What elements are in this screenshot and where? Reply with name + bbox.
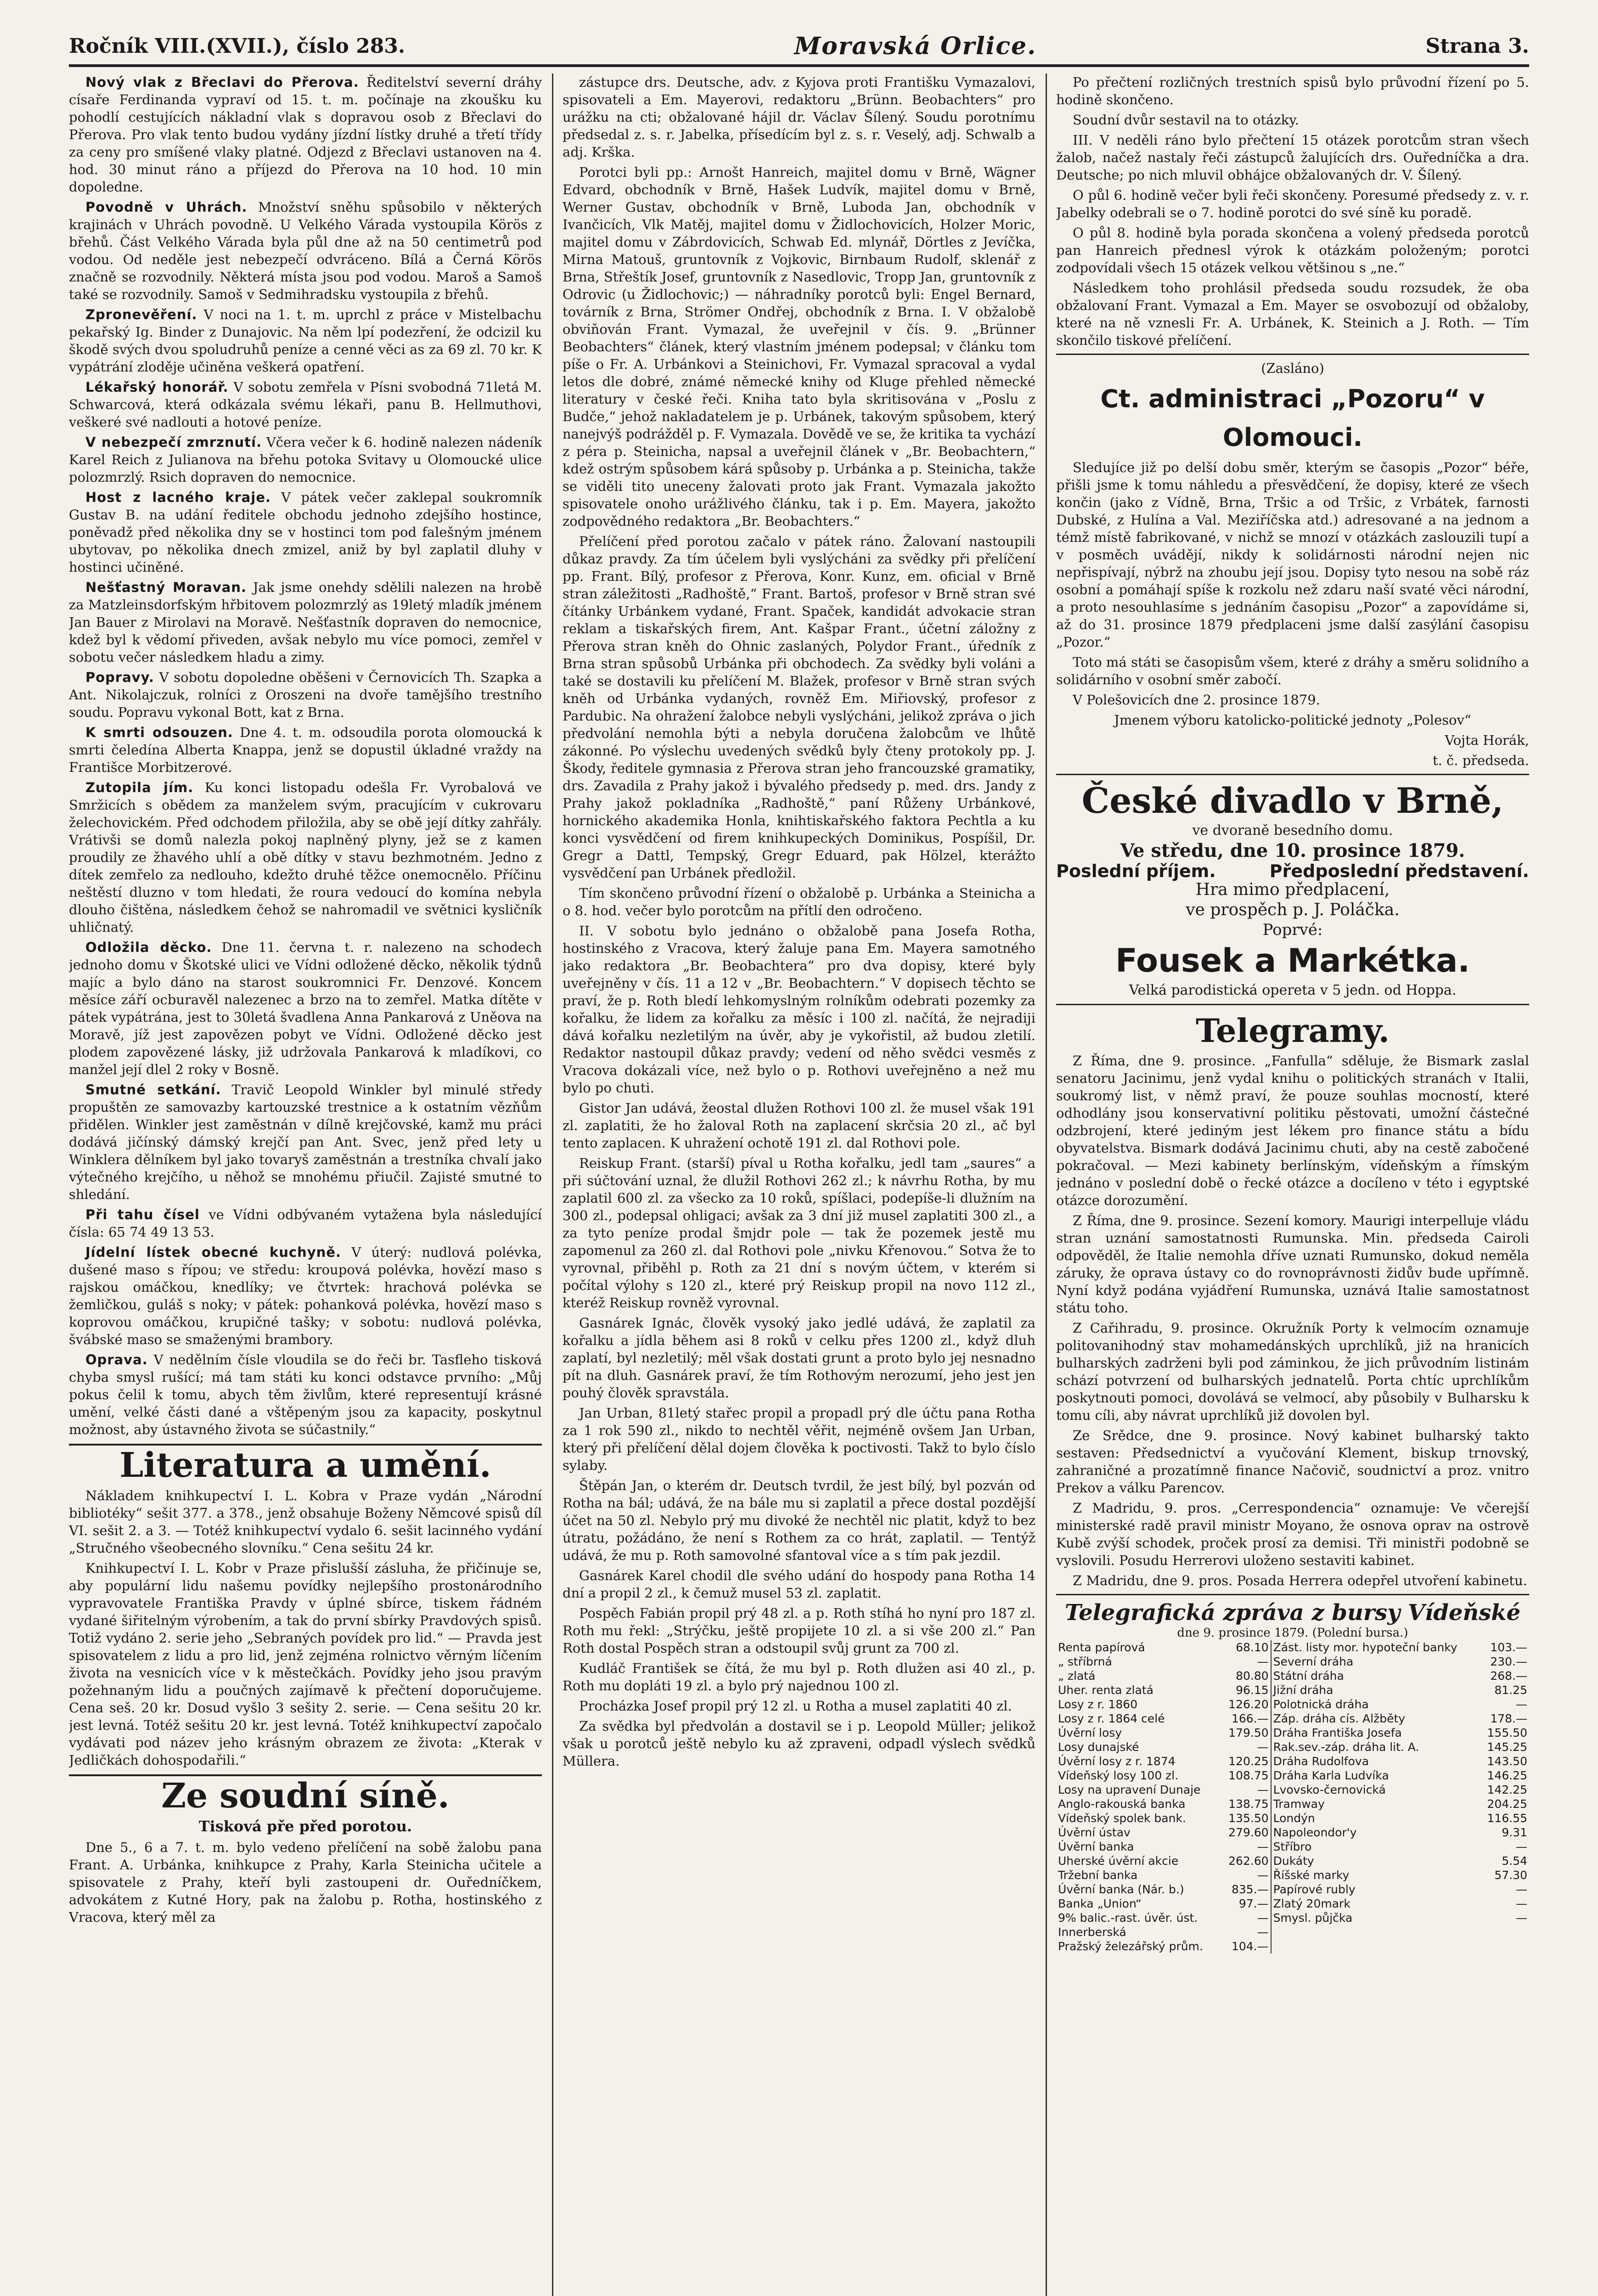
letter-paragraph: Sledujíce již po delší dobu směr, kterým se časopis „Pozor“ béře, přišli jsme k tomu náhledu a přesvědčení, že dopisy, které ze všech končin (jako z Vídně, Brna, Tršic a od Tršic, z Vrbátek, farnosti Dubské, z Hulína a Val. Meziříčska atd.) adresované a na jednom a témž místě fabrikované, v nichž se mnozí v otázkách zaslouzili tupí a v posměch uvádějí, nikdy k solidárnosti národní nejen nic nepřispívají, nýbrž na zhoubu její jsou. Dopisy tyto nesou na sobě ráz osobní a pomáhají spíše k rozkolu než zdaru naší svaté věci národní, a proto nesouhlasíme s jednáním časopisu „Pozor“ a zapovídáme si, až do 31. prosince 1879 předplaceni jsme další zasýlání časopisu „Pozor.“ xyxy=(1056,460,1529,650)
column-1 xyxy=(69,73,542,2296)
table-row xyxy=(1056,1797,1529,1811)
table-cell: 143.50 xyxy=(1487,1755,1527,1768)
table-cell: 126.20 xyxy=(1228,1698,1269,1711)
table-row xyxy=(1056,1711,1529,1726)
theatre-title: České divadlo v Brně, xyxy=(1081,780,1504,821)
table-cell: 68.10 xyxy=(1236,1641,1269,1654)
table-cell: Losy na upravení Dunaje xyxy=(1058,1783,1201,1796)
table-cell: 138.75 xyxy=(1228,1797,1269,1811)
table-cell: — xyxy=(1516,1897,1527,1910)
court-paragraph: II. V sobotu bylo jednáno o obžalobě pana Josefa Rotha, hostinského z Vracova, který žaluje pana Em. Mayera samotného jako redaktora „Br. Beobachtera“ pro dva dopisy, které byly uveřejněny v čís. 11 a 12 v „Br. Beobachtern.“ V dopisech těchto se praví, že p. Roth bledí lehkomyslným rolníkům odebrati pozemky za kořalku, že lidem za kořalku za měsíc i 100 zl. načítá, že nejradiji dává kořalku nezletilým na úvěr, aby je vykořistil, až budou zletilí. Redaktor nastoupil důkaz pravdy; vedení od něho svědci vesměs z Vracova dokázali více, než bylo o p. Rothovi uveřejněno a než mu bylo po chuti. xyxy=(563,923,1035,1096)
letter-paragraph: Toto má státi se časopisům všem, které z dráhy a směru solidního a solidárního v osobní směr zabočí. xyxy=(1056,654,1529,687)
table-cell: Anglo-rakouská banka xyxy=(1058,1797,1186,1811)
news-item: Jídelní lístek obecné kuchyně. V úterý: nudlová polévka, dušené maso s řípou; ve středu: kroupová polévka, hovězí maso s rajskou omáčkou, knedlíky; ve čtvrtek: hrachová polévka se žemličkou, guláš s noky; v pátek: pohanková polévka, hovězí maso s koprovou omáčkou, krupičné tašky; v sobotu: nudlová polévka, švábské maso se smaženými brambory. xyxy=(69,1244,542,1347)
table-row xyxy=(1056,1768,1529,1783)
table-row xyxy=(1056,1740,1529,1754)
table-cell: Napoleondor'y xyxy=(1271,1825,1480,1840)
table-cell: Státní dráha xyxy=(1271,1669,1480,1683)
table-cell: Lvovsko-černovická xyxy=(1271,1783,1480,1797)
table-row xyxy=(1056,1783,1529,1797)
table-cell: 81.25 xyxy=(1494,1683,1527,1697)
table-cell: Úvěrní losy xyxy=(1058,1726,1122,1739)
court-paragraph: O půl 8. hodině byla porada skončena a volený předseda porotců pan Hanreich přednesl výrok k otázkám položeným; porotci zodpovídali všech 15 otázek velkou většinou s „ne.“ xyxy=(1056,225,1529,276)
masthead: Moravská Orlice. xyxy=(794,32,1037,60)
table-row xyxy=(1056,1697,1529,1711)
table-cell: 230.— xyxy=(1490,1655,1527,1668)
literature-heading: Literatura a umění. xyxy=(69,1444,542,1485)
table-cell xyxy=(1480,1939,1529,1953)
divider xyxy=(1056,354,1529,355)
court-paragraph: Procházka Josef propil prý 12 zl. u Rotha a musel zaplatiti 40 zl. xyxy=(579,1698,1012,1714)
theatre-note: ve prospěch p. J. Poláčka. xyxy=(1186,900,1400,919)
table-cell: — xyxy=(1516,1911,1527,1925)
court-paragraph: III. V neděli ráno bylo přečtení 15 otázek porotcům stran všech žalob, načež nastaly řeči zástupců žalujících drs. Ouředníčka a dra. Deutsche; po nich mluvil obhájce obžalovaných dr. V. Šílený. xyxy=(1056,132,1529,183)
table-cell: 166.— xyxy=(1231,1712,1269,1725)
table-cell: Losy z r. 1860 xyxy=(1058,1698,1138,1711)
table-cell: 178.— xyxy=(1490,1712,1527,1725)
table-row xyxy=(1056,1825,1529,1840)
sent-in-label: (Zasláno) xyxy=(1261,360,1324,376)
table-cell: 97.— xyxy=(1238,1897,1269,1910)
news-item: K smrti odsouzen. Dne 4. t. m. odsoudila porota olomoucká k smrti čeledína Alberta Knappa, jenž se dopustil úkladné vraždy na Františce Morbitzerové. xyxy=(69,725,542,775)
news-item: Nový vlak z Břeclavi do Přerova. Ředitelství severní dráhy císaře Ferdinanda vypraví od 15. t. m. počínaje na zkoušku ku pohodlí cestujících nákladní vlak s dopravou osob z Břeclavi do Přerova. Pro vlak tento budou vydány jízdní lístky druhé a třetí třídy za ceny pro smíšené vlaky platné. Odjezd z Břeclavi ustanoven na 4. hod. 30 minut ráno a příjezd do Přerova na 10 hod. 10 min dopoledne. xyxy=(69,74,542,195)
table-cell: 80.80 xyxy=(1236,1669,1269,1683)
letter-place: V Polešovicích dne 2. prosince 1879. xyxy=(1073,692,1320,708)
literature-paragraph: Nákladem knihkupectví I. L. Kobra v Praze vydán „Národní bibliotéky“ sešit 377. a 378., jenž obsahuje Boženy Němcové spisů díl VI. sešit 2. a 3. — Totéž knihkupectví vydalo 6. sešit lacinného vydání „Stručného všeobecného slovníku.“ Cena sešitu 24 kr. xyxy=(69,1488,542,1556)
telegrams-heading: Telegramy. xyxy=(1196,1012,1390,1050)
news-item: Oprava. V nedělním čísle vloudila se do řeči br. Tasfleho tisková chyba smysl rušící; má tam státi ku konci odstavce prvního: „Můj pokus čelil k tomu, abych těm živlům, které representují krásné umění, velké části dané a vštěpeným jsou za kapacity, poskytnul možnost, aby ústavného života se súčastnily.“ xyxy=(69,1352,542,1437)
page-header xyxy=(69,28,1529,67)
table-cell: 179.50 xyxy=(1228,1726,1269,1739)
table-row xyxy=(1056,1896,1529,1911)
news-item: Host z lacného kraje. V pátek večer zaklepal soukromník Gustav B. na udání ředitele obchodu jednoho zdejšího hostince, poněvadž před několika dny se v hostinci tom pod falešným jménem ubytovav, po několika dnech zmizel, aniž by byl zaplatil dluhy v hostinci učiněné. xyxy=(69,490,542,575)
court-paragraph: Reiskup Frant. (starší) píval u Rotha kořalku, jedl tam „saures“ a při súčtování uznal, že dlužil Rothovi 262 zl.; k návrhu Rotha, by mu zaplatil 600 zl. za všecko za 10 roků, spíšlaci, podepíše-li dlužním na 300 zl., podepsal ohligaci; avšak za 3 dní již musel zaplatiti 300 zl., a za tyto peníze prodal šmjdr pole — tak že pozemek jestě mu zapomenul za 260 zl. dal Rothovi pole „nivku Křenovou.“ Sotva že to vyrovnal, přiběhl p. Roth za 21 dní s novým účtem, v kterém si počítal výlohy s 120 zl., které prý Reiskup propil na novo 112 zl., kteréž Reiskup rovněž vyrovnal. xyxy=(563,1155,1035,1311)
table-row xyxy=(1056,1868,1529,1882)
table-cell: 103.— xyxy=(1490,1641,1527,1654)
table-cell: Pražský železářský prům. xyxy=(1058,1940,1203,1953)
literature-paragraph: Knihkupectví I. L. Kobr v Praze přislušší zásluha, že přičinuje se, aby populární lidu našemu povídky nejlepšího prostonárodního vypravovatele Františka Pravdy v úplné sbírce, tiskem řádném vydané šiřitelným výrobením, a tak do první sbírky Pravdových spisů. Totiž vydáno 2. serie jeho „Sebraných povídek pro lid.“ — Pravda jest spisovatelem z lidu a pro lid, jenž zejména rolnictvo věrným líčením života na vesnicích více v k městečkách. Povídky jeho jsou pravým požehnaným lidu a poučných zajímavě k přečtení doporučujeme. Cena seš. 20 kr. Dosud vyšlo 3 sešity 2. serie. — Cena sešitu 20 kr. jest levná. Totéž sešitu 20 kr. jest levná. Totéž knihkupectví započalo vydávati pod název jeho krásným obrazem ze života: „Kterak v Jedličkách dohospodařili.“ xyxy=(69,1560,542,1768)
table-cell: Londýn xyxy=(1271,1811,1480,1825)
table-cell: — xyxy=(1257,1840,1269,1853)
table-cell: 57.30 xyxy=(1494,1868,1527,1882)
theatre-note: Hra mimo předplacení, xyxy=(1195,880,1390,899)
table-cell: — xyxy=(1257,1740,1269,1754)
court-paragraph: Za svědka byl předvolán a dostavil se i p. Leopold Müller; jelikož však u porotců ještě nebylo ku až zpraveni, odpadl výslech svědků Müllera. xyxy=(563,1718,1035,1769)
theatre-date: Ve středu, dne 10. prosince 1879. xyxy=(1120,840,1465,861)
table-cell: Dráha Rudolfova xyxy=(1271,1754,1480,1768)
table-cell: Dráha Karla Ludvíka xyxy=(1271,1768,1480,1783)
court-paragraph: Štěpán Jan, o kterém dr. Deutsch tvrdil, že jest bílý, byl pozván od Rotha na bál; udává, že na bále mu si zaplatil a přece dostal pozdější účet na 50 zl. Nebylo prý mu divoké že nechtěl nic platit, když to bez útratu, požádáno, že není s Rothem za co hrát, zaplatil. — Tentýž udává, že mu p. Roth samovolné sfantoval více a s tím pak jezdil. xyxy=(563,1478,1035,1563)
court-paragraph: Přelíčení před porotou začalo v pátek ráno. Žalovaní nastoupili důkaz pravdy. Za tím účelem byli vyslýcháni za svědky při přelíčení pp. Frant. Bílý, profesor z Přerova, Konr. Kunz, em. oficial v Brně stran záležitosti „Radhoště,“ Frant. Bartoš, profesor v Brně stran své čítánky Urbánkem vydané, Frant. Spaček, kandidát advokacie stran reklam a tiskařských firem, Ant. Kašpar Frant., účetní záložny z Přerova stran kněh do Ohnic zaslaných, Polydor Frant., úředník z Brna stran spůsobů Urbánka při obchodech. Za svědky byli voláni a také se dostavili ku přelíčení M. Blažek, profesor v Brně stran svých kněh od Urbánka vydaných, rovněž Em. Miřiovský, profesor z Pardubic. Na ohražení žalobce nebyli vyslýcháni, jelikož zpráva o jich předvolání nemohla býti a nebyla doručena žalobcům ve lhůtě zákonné. Po výslechu uvedených svědků byly čteny protokoly pp. J. Škody, ředitele gymnasia z Přerova stran jeho francouzské gramatiky, drs. Zavadila z Prahy jakož i bývalého předsedy p. med. drs. Jandy z Prahy jakož pokladníka „Radhoště,“ paní Růženy Urbánkové, hornického akademika Honla, knihtiskařského faktora Pechtla a ku konci vysvědčení od firem knihkupeckých Dominikus, Pospíšil, Dr. Gregr a Dattl, Tempský, Gregr Eduard, pak Hölzel, kterážto vysvědčení pan Urbánek předložil. xyxy=(563,534,1035,881)
letter-heading: Ct. administraci „Pozoru“ v Olomouci. xyxy=(1100,384,1485,452)
court-paragraph: Dne 5., 6 a 7. t. m. bylo vedeno přelíčení na sobě žalobu pana Frant. A. Urbánka, knihkupce z Prahy, Karla Steinicha učitele a spisovatele z Prahy, kteří byli zastoupeni dr. Ouředníčkem, advokátem z Kutné Hory, pak na žalobu p. Rotha, hostinského z Vracova, který měl za xyxy=(69,1840,542,1925)
table-row xyxy=(1056,1882,1529,1896)
table-cell: Uher. renta zlatá xyxy=(1058,1683,1153,1697)
telegram: Z Madridu, 9. pros. „Cerrespondencia“ oznamuje: Ve včerejší ministerské radě pravil ministr Moyano, že osnova oprav na ostrově Kubě zvýší schodek, proček prosí za demisi. Tři ministři podobně se vyslovili. Posudu Herrerovi uloženo sestaviti kabinet. xyxy=(1056,1500,1529,1568)
table-cell: Smysl. půjčka xyxy=(1271,1911,1480,1925)
table-cell: 116.55 xyxy=(1487,1812,1527,1825)
table-cell: Papírové rubly xyxy=(1271,1882,1480,1896)
court-paragraph: Porotci byli pp.: Arnošt Hanreich, majitel domu v Brně, Wägner Edvard, obchodník v Brně, Hašek Ludvík, majitel domu v Brně, Werner Gustav, obchodník v Brně, Luboda Jan, obchodník v Ivančicích, Vlk Matěj, majitel domu v Židlochovicích, Holzer Moric, majitel domu v Zábrdovicích, Schwab Ed. mlynář, Dörtles z Jevíčka, Mirna Matouš, gruntovník z Vojkovic, Birnbaum Rudolf, sklenář z Brna, Střeštík Josef, gruntovník z Nasedlovic, Tropp Jan, gruntovník z Odrovic (u Židlochovic;) — náhradníky porotců byli: Engel Bernard, továrník z Brna, Strömer Ondřej, obchodník z Brna. I. V obžalobě obviňován Frant. Vymazal, že uveřejnil v čís. 9. „Brünner Beobachters“ článek, který vlastním jménem podepsal; v článku tom píše o Fr. A. Urbánkovi a Steinichovi, Fr. Vymazal spracoval a vydal letos dle dobré, známé německé knihy od Kluge přehled německé literatury v české řeči. Kniha tato byla skritisována v „Poslu z Budče,“ jehož nakladatelem je p. Urbánek, takovým spůsobem, který nanejvýš podrážděl p. F. Vymazala. Dovědě ve se, že kritika ta vychází z péra p. Steinicha, napsal a uveřejnil článek v „Br. Beobachtern,“ kdež ostrým spůsobem kárá spůsoby p. Urbánka a p. Steinicha, takže se viděli tito uneceny žalovati proto jak Frant. Vymazala jakožto spisovatele onoho urážlivého článku, tak i p. Em. Mayera, jakožto zodpovědného redaktora „Br. Beobachters.“ xyxy=(563,164,1035,529)
table-cell: Rak.sev.-záp. dráha lit. A. xyxy=(1271,1740,1480,1754)
divider xyxy=(1056,1594,1529,1595)
court-paragraph: Gistor Jan udává, žeostal dlužen Rothovi 100 zl. že musel však 191 zl. zaplatiti, že ho žaloval Roth na zaplacení skrčsia 20 zl., ač byl tento zaplacen. K uhražení ochotě 191 zl. dal Rothovi pole. xyxy=(563,1100,1035,1151)
theatre-info-line: Poslední příjem. Předposlední představení. xyxy=(1056,861,1529,881)
theatre-note: Poprvé: xyxy=(1262,921,1323,939)
table-cell: Uherské úvěrní akcie xyxy=(1058,1854,1179,1868)
table-row xyxy=(1056,1754,1529,1768)
news-item: Smutné setkání. Travič Leopold Winkler byl minulé středy propuštěn ze samovazby kartouzské trestnice a k ostatním vězňům přidělen. Winkler jest zaměstnán v dílně krejčovské, kamž mu práci dodává jičínský dámský krejčí pan Ant. Svec, jenž před lety u Winklera dělníkem byl jako tovaryš zaměstnán a trestníka chvalí jako výtečného krejčího, u něhož se mnohému přiučil. Zajisté smutné to shledání. xyxy=(69,1082,542,1202)
table-cell: Říšské marky xyxy=(1271,1868,1480,1882)
news-item: Nešťastný Moravan. Jak jsme onehdy sdělili nalezen na hrobě za Matzleinsdorfským hřbitovem polozmrzlý as 19letý mladík jménem Jan Bauer z Mirolavi na Moravě. Nešťastník dopraven do nemocnice, kdež byl k vědomí přiveden, avšak nebylo mu více pomoci, zemřel v sobotu večer následkem hladu a zimy. xyxy=(69,580,542,665)
table-cell: Stříbro xyxy=(1271,1840,1480,1854)
table-row xyxy=(1056,1911,1529,1925)
table-cell: — xyxy=(1257,1783,1269,1796)
table-cell: Dukáty xyxy=(1271,1854,1480,1868)
table-cell: — xyxy=(1257,1911,1269,1925)
page-number: Strana 3. xyxy=(1425,34,1529,58)
table-row xyxy=(1056,1939,1529,1953)
court-subheading: Tisková pře před porotou. xyxy=(198,1818,412,1835)
table-cell: 104.— xyxy=(1231,1940,1269,1953)
table-cell: 120.25 xyxy=(1228,1755,1269,1768)
table-cell: 145.25 xyxy=(1487,1740,1527,1754)
court-paragraph: Po přečtení rozličných trestních spisů bylo průvodní řízení po 5. hodině skončeno. xyxy=(1056,74,1529,107)
court-paragraph: O půl 6. hodině večer byli řeči skončeny. Poresumé předsedy z. v. r. Jabelky odebrali se o 7. hodině porotci do své síně ku poradě. xyxy=(1056,187,1529,220)
table-cell: Losy dunajské xyxy=(1058,1740,1139,1754)
table-cell: Úvěrní losy z r. 1874 xyxy=(1058,1755,1176,1768)
theatre-venue: ve dvoraně besedního domu. xyxy=(1192,822,1393,838)
table-cell: Innerberská xyxy=(1058,1925,1126,1939)
court-paragraph: Jan Urban, 81letý stařec propil a propadl prý dle účtu pana Rotha za 1 rok 590 zl., nikdo to nechtěl věřit, nejméně ovšem Jan Urban, který při přelíčení dělal dojem člověka k poctivosti. Takž to bylo číslo sylaby. xyxy=(563,1405,1035,1473)
table-cell: Vídeňský losy 100 zl. xyxy=(1058,1769,1179,1782)
column-divider xyxy=(552,73,553,2296)
table-cell: Zlatý 20mark xyxy=(1271,1896,1480,1911)
table-cell xyxy=(1271,1925,1480,1939)
table-cell: Polotnická dráha xyxy=(1271,1697,1480,1711)
column-divider xyxy=(1046,73,1047,2296)
news-item: V nebezpečí zmrznutí. Včera večer k 6. hodině nalezen nádeník Karel Reich z Julianova na břehu potoka Svitavy u Olomoucké ulice polozmrzlý. Rsich dopraven do nemocnice. xyxy=(69,434,542,485)
table-cell: „ zlatá xyxy=(1058,1669,1096,1683)
table-cell: 5.54 xyxy=(1502,1854,1527,1868)
table-cell: „ stříbrná xyxy=(1058,1655,1112,1668)
table-cell: 268.— xyxy=(1490,1669,1527,1683)
table-cell: Banka „Union“ xyxy=(1058,1897,1142,1910)
table-cell: Losy z r. 1864 celé xyxy=(1058,1712,1165,1725)
court-paragraph: Gasnárek Ignác, člověk vysoký jako jedlé udává, že zaplatil za kořalku a jídla během asi 8 roků v celku přes 1200 zl., když dluh zaplatí, byl nezletilý; měl však dostati grunt a proto bylo jej nesnadno pít na dluh. Gasnárek praví, že tím Rothovým nerozumí, jeho jest jen pouhý člověk spravstála. xyxy=(563,1315,1035,1401)
telegram: Ze Srědce, dne 9. prosince. Nový kabinet bulharský takto sestaven: Předsednictví a vyučování Klement, biskup trnovský, zahraničné a prozatímně finance Načovič, soudnictví a proz. vnitro Prekov a válku Parencov. xyxy=(1056,1428,1529,1496)
court-paragraph: zástupce drs. Deutsche, adv. z Kyjova proti Františku Vymazalovi, spisovateli a Em. Mayerovi, redaktoru „Brünn. Beobachters“ pro urážku na cti; obžalované hájil dr. Václav Šílený. Soudu porotnímu předsedal z. s. r. Jabelka, přísedícím byl z. s. r. Veselý, adj. Schwalb a adj. Krška. xyxy=(563,74,1035,160)
table-cell: 135.50 xyxy=(1228,1812,1269,1825)
issue-info: Ročník VIII.(XVII.), číslo 283. xyxy=(69,34,405,58)
table-cell: — xyxy=(1516,1883,1527,1896)
theatre-play-title: Fousek a Markétka. xyxy=(1115,942,1470,979)
news-item: Zpronevěření. V noci na 1. t. m. uprchl z práce v Mistelbachu pekařský Ig. Binder z Dunajovic. Na něm lpí podezření, že odcizil ku škodě svých dvou spoludruhů peníze a cenné věci as za 69 zl. 70 kr. K vypátrání zloděje učiněna veškerá opatření. xyxy=(69,307,542,375)
table-cell: Severní dráha xyxy=(1271,1654,1480,1669)
telegram: Z Říma, dne 9. prosince. „Fanfulla“ sděluje, že Bismark zaslal senatoru Jacinimu, jenž vydal knihu o politických stranách v Italii, soukromý list, v němž praví, že pouze souhlas mocností, které odhodlány jsou konservativní politiku pěstovati, umožní částečné odzbrojení, které jediným jest lékem pro finance státu a bídu obyvatelstva. Bismark dodává Jacinimu chuti, aby na cestě zabočené pokračoval. — Mezi kabinety berlínským, vídeňským a římským jednáno v poslední době o řecké otázce a docíleno v této i egyptské otázce dorozumění. xyxy=(1056,1053,1529,1208)
table-cell: Zást. listy mor. hypoteční banky xyxy=(1271,1640,1480,1654)
table-cell: — xyxy=(1516,1698,1527,1711)
table-cell: 835.— xyxy=(1231,1883,1269,1896)
letter-signature: Vojta Horák, xyxy=(1445,732,1529,748)
news-item: Povodně v Uhrách. Množství sněhu spůsobilo v některých krajinách v Uhrách povodně. U Velkého Várada vystoupila Körös z břehů. Část Velkého Várada byla půl dne až na 50 centimetrů pod vodou. Od neděle jest nebezpečí odvráceno. Bílá a Černá Körös značně se rozvodnily. Některá místa jsou pod vodou. Maroš a Samoš také se rozvodnily. Samoš v Sedmihradsku vystoupila z břehů. xyxy=(69,199,542,302)
table-row xyxy=(1056,1726,1529,1740)
table-row xyxy=(1056,1840,1529,1854)
table-cell: 279.60 xyxy=(1228,1826,1269,1839)
news-item: Popravy. V sobotu dopoledne oběšeni v Černovicích Th. Szapka a Ant. Nikolajczuk, rolníci z Oroszeni na dvoře tamějšího trestního soudu. Popravu vykonal Bott, kat z Brna. xyxy=(69,670,542,720)
telegram: Z Madridu, dne 9. pros. Posada Herrera odepřel utvoření kabinetu. xyxy=(1073,1573,1527,1588)
court-paragraph: Soudní dvůr sestavil na to otázky. xyxy=(1073,112,1299,128)
court-paragraph: Gasnárek Karel chodil dle svého udání do hospody pana Rotha 14 dní a propil 2 zl., k čemuž musel 53 zl. zaplatit. xyxy=(563,1568,1035,1601)
table-row xyxy=(1056,1640,1529,1654)
table-cell: — xyxy=(1257,1925,1269,1939)
table-cell: — xyxy=(1516,1840,1527,1853)
table-cell: Tržební banka xyxy=(1058,1868,1138,1882)
table-cell: 142.25 xyxy=(1487,1783,1527,1796)
table-cell: 9.31 xyxy=(1502,1826,1527,1839)
table-cell xyxy=(1480,1925,1529,1939)
table-cell: — xyxy=(1257,1655,1269,1668)
table-cell: 108.75 xyxy=(1228,1769,1269,1782)
table-cell: Úvěrní banka (Nár. b.) xyxy=(1058,1883,1184,1896)
table-row xyxy=(1056,1654,1529,1669)
stock-report-title: Telegrafická zpráva z bursy Vídeňské xyxy=(1064,1600,1521,1626)
table-cell: 204.25 xyxy=(1487,1797,1527,1811)
column-3 xyxy=(1056,73,1529,2296)
column-2 xyxy=(563,73,1035,2296)
table-row xyxy=(1056,1925,1529,1939)
news-item: Odložila děcko. Dne 11. června t. r. nalezeno na schodech jednoho domu v Škotské ulici ve Vídni odložené děcko, několik týdnů majíc a bylo dáno na starost soukromnici Fr. Denzové. Koncem měsíce září ocburavěl nalezenec a brzo na to zemřel. Matka dítěte v pátek vypátrána, jest to 30letá švadlena Anna Pankarová z Uněova na Moravě, jíž jest zapovězen pobyt ve Vídni. Odložené děcko jest plodem zapovězené lásky, již udržovala Pankarová k mladíkovi, co manžel její dlel 2 roky v Bosně. xyxy=(69,940,542,1077)
court-paragraph: Kudláč František se čítá, že mu byl p. Roth dlužen asi 40 zl., p. Roth mu dopláti 19 zl. a bylo prý najednou 100 zl. xyxy=(563,1660,1035,1694)
table-cell: 9% balic.-rast. úvěr. úst. xyxy=(1058,1911,1198,1925)
news-item: Lékařský honorář. V sobotu zemřela v Písni svobodná 71letá M. Schwarcová, která odkázala svému lékaři, panu B. Hellmuthovi, veškeré své nadlouti a hotové peníze. xyxy=(69,379,542,430)
stock-report-date: dne 9. prosince 1879. (Polední bursa.) xyxy=(1177,1626,1408,1640)
divider xyxy=(1056,1004,1529,1005)
table-cell: Tramway xyxy=(1271,1797,1480,1811)
table-row xyxy=(1056,1669,1529,1683)
table-row xyxy=(1056,1811,1529,1825)
court-paragraph: Následkem toho prohlásil předseda soudu rozsudek, že oba obžalovaní Frant. Vymazal a Em. Mayer se osvobozují od obžaloby, které na ně vznesli Fr. A. Urbánek, K. Steinich a J. Roth. — Tím skončilo tiskové přelíčení. xyxy=(1056,280,1529,348)
telegram: Z Říma, dne 9. prosince. Sezení komory. Maurigi interpelluje vládu stran uznání samostatnosti Rumunska. Min. předseda Cairoli odpověděl, že Italie nemohla dříve uznati Rumunsko, dokud neměla záruky, že oprava ústavy co do rovnoprávnosti židův bude upřímně. Nyní když podána vyjádření Rumunska, uznává Italie samostatnost státu toho. xyxy=(1056,1213,1529,1316)
letter-signature: t. č. předseda. xyxy=(1432,753,1529,768)
table-cell: Vídeňský spolek bank. xyxy=(1058,1812,1186,1825)
table-cell: — xyxy=(1257,1868,1269,1882)
table-cell: Renta papírová xyxy=(1058,1641,1145,1654)
theatre-play-description: Velká parodistická opereta v 5 jedn. od Hoppa. xyxy=(1129,982,1457,998)
court-paragraph: Pospěch Fabián propil prý 48 zl. a p. Roth stíhá ho nyní pro 187 zl. Roth mu řekl: „Strýčku, ještě propijete 10 zl. a si vše 200 zl.“ Pan Roth dostal Pospěch stran a odstoupil svůj grunt za 700 zl. xyxy=(563,1605,1035,1656)
table-cell: 262.60 xyxy=(1228,1854,1269,1868)
divider xyxy=(1056,774,1529,775)
table-cell: 146.25 xyxy=(1487,1769,1527,1782)
table-cell xyxy=(1271,1939,1480,1953)
page-body xyxy=(69,73,1529,2296)
table-row xyxy=(1056,1854,1529,1868)
table-cell: Jižní dráha xyxy=(1271,1683,1480,1697)
court-paragraph: Tím skončeno průvodní řízení o obžalobě p. Urbánka a Steinicha a o 8. hod. večer bylo porotcům na přítlí den odročeno. xyxy=(563,885,1035,918)
telegram: Z Cařihradu, 9. prosince. Okružník Porty k velmocím oznamuje politovanihodný stav mohamedánských uprchlíků, již na hranicích bulharských zadrženi byli pod záminkou, že jich průvodním listinám schází potvrzení od bulharských jednatelů. Porta chtíc uprchlíkům poskytnouti pomoci, dovolává se velmocí, aby působily v Bulharsku k tomu cíli, aby návrat uprchlíků již dovolen byl. xyxy=(1056,1320,1529,1423)
table-cell: 96.15 xyxy=(1236,1683,1269,1697)
news-item: Při tahu čísel ve Vídni odbývaném vytažena byla následující čísla: 65 74 49 13 53. xyxy=(69,1207,542,1240)
table-cell: 155.50 xyxy=(1487,1726,1527,1739)
table-cell: Úvěrní ústav xyxy=(1058,1826,1131,1839)
table-cell: Úvěrní banka xyxy=(1058,1840,1134,1853)
stock-table xyxy=(1056,1640,1529,1953)
court-heading: Ze soudní síně. xyxy=(69,1774,542,1816)
table-row xyxy=(1056,1683,1529,1697)
news-item: Zutopila jím. Ku konci listopadu odešla Fr. Vyrobalová ve Smržicích s obědem za manželem svým, pracujícím v cukrovaru želechovickém. Před odchodem přiložila, aby se obě její dítky zahřály. Vrátivši se domů nalezla pokoj naplněný plyny, jež se z kamen proudily ze žhavého uhlí a obě dítky v stavu bezhmotném. Jedno z dítek zemřelo za nedlouho, kdežto druhé těžce onemocnělo. Příčinu neštěstí dluzno v tom hledati, že roura vedoucí do komína nebyla dlouho čištěna, následkem čehož se nahromadil ve světnici kysličník uhličnatý. xyxy=(69,780,542,935)
table-cell: Záp. dráha cís. Alžběty xyxy=(1271,1711,1480,1726)
letter-signature: Jmenem výboru katolicko-politické jednoty „Polesov“ xyxy=(1114,712,1471,728)
table-cell: Dráha Františka Josefa xyxy=(1271,1726,1480,1740)
